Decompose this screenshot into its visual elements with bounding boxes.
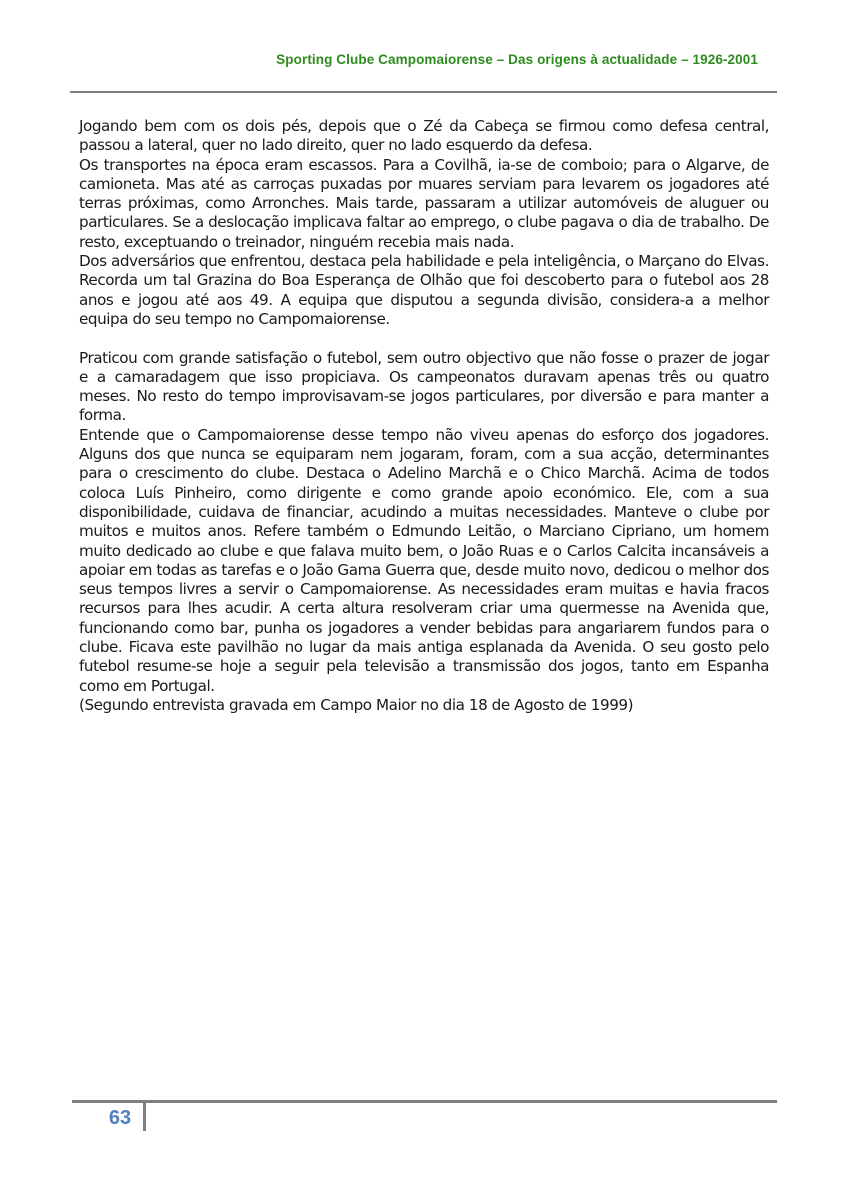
paragraph: Jogando bem com os dois pés, depois que o Zé da Cabeça se firmou como defesa central, passou a lateral, quer no lado direito, quer no lado esquerdo da defesa. [79,117,769,155]
paragraph: Praticou com grande satisfação o futebol, sem outro objectivo que não fosse o prazer de jogar e a camaradagem que isso propiciava. Os campeonatos duravam apenas três ou quatro meses. No resto do tempo improvisavam-se jogos particulares, por diversão e para manter a forma. [79,348,769,425]
body-text [79,117,769,715]
running-header: Sporting Clube Campomaiorense – Das origens à actualidade – 1926-2001 [276,52,758,67]
footer-divider [72,1100,777,1103]
footer-vertical-bar [143,1101,146,1131]
paragraph: Entende que o Campomaiorense desse tempo não viveu apenas do esforço dos jogadores. Alguns dos que nunca se equiparam nem jogaram, foram, com a sua acção, determinantes para o crescimento do clube. Destaca o Adelino Marchã e o Chico Marchã. Acima de todos coloca Luís Pinheiro, como dirigente e como grande apoio económico. Ele, com a sua disponibilidade, cuidava de financiar, acudindo a muitas necessidades. Manteve o clube por muitos e muitos anos. Refere também o Edmundo Leitão, o Marciano Cipriano, um homem muito dedicado ao clube e que falava muito bem, o João Ruas e o Carlos Calcita incansáveis a apoiar em todas as tarefas e o João Gama Guerra que, desde muito novo, dedicou o melhor dos seus tempos livres a servir o Campomaiorense. As necessidades eram muitas e havia fracos recursos para lhes acudir. A certa altura resolveram criar uma quermesse na Avenida que, funcionando como bar, punha os jogadores a vender bebidas para angariarem fundos para o clube. Ficava este pavilhão no lugar da mais antiga esplanada da Avenida. O seu gosto pelo futebol resume-se hoje a seguir pela televisão a transmissão dos jogos, tanto em Espanha como em Portugal. [79,425,769,695]
page-number: 63 [108,1107,132,1129]
paragraph: Os transportes na época eram escassos. Para a Covilhã, ia-se de comboio; para o Algarve, de camioneta. Mas até as carroças puxadas por muares serviam para levarem os jogadores até terras próximas, como Arronches. Mais tarde, passaram a utilizar automóveis de aluguer ou particulares. Se a deslocação implicava faltar ao emprego, o clube pagava o dia de trabalho. De resto, exceptuando o treinador, ninguém recebia mais nada. [79,155,769,251]
header-divider [70,91,777,93]
paragraph: Dos adversários que enfrentou, destaca pela habilidade e pela inteligência, o Marçano do Elvas. Recorda um tal Grazina do Boa Esperança de Olhão que foi descoberto para o futebol aos 28 anos e jogou até aos 49. A equipa que disputou a segunda divisão, considera-a a melhor equipa do seu tempo no Campomaiorense. [79,252,769,328]
interview-source-note: (Segundo entrevista gravada em Campo Maior no dia 18 de Agosto de 1999) [79,695,634,714]
